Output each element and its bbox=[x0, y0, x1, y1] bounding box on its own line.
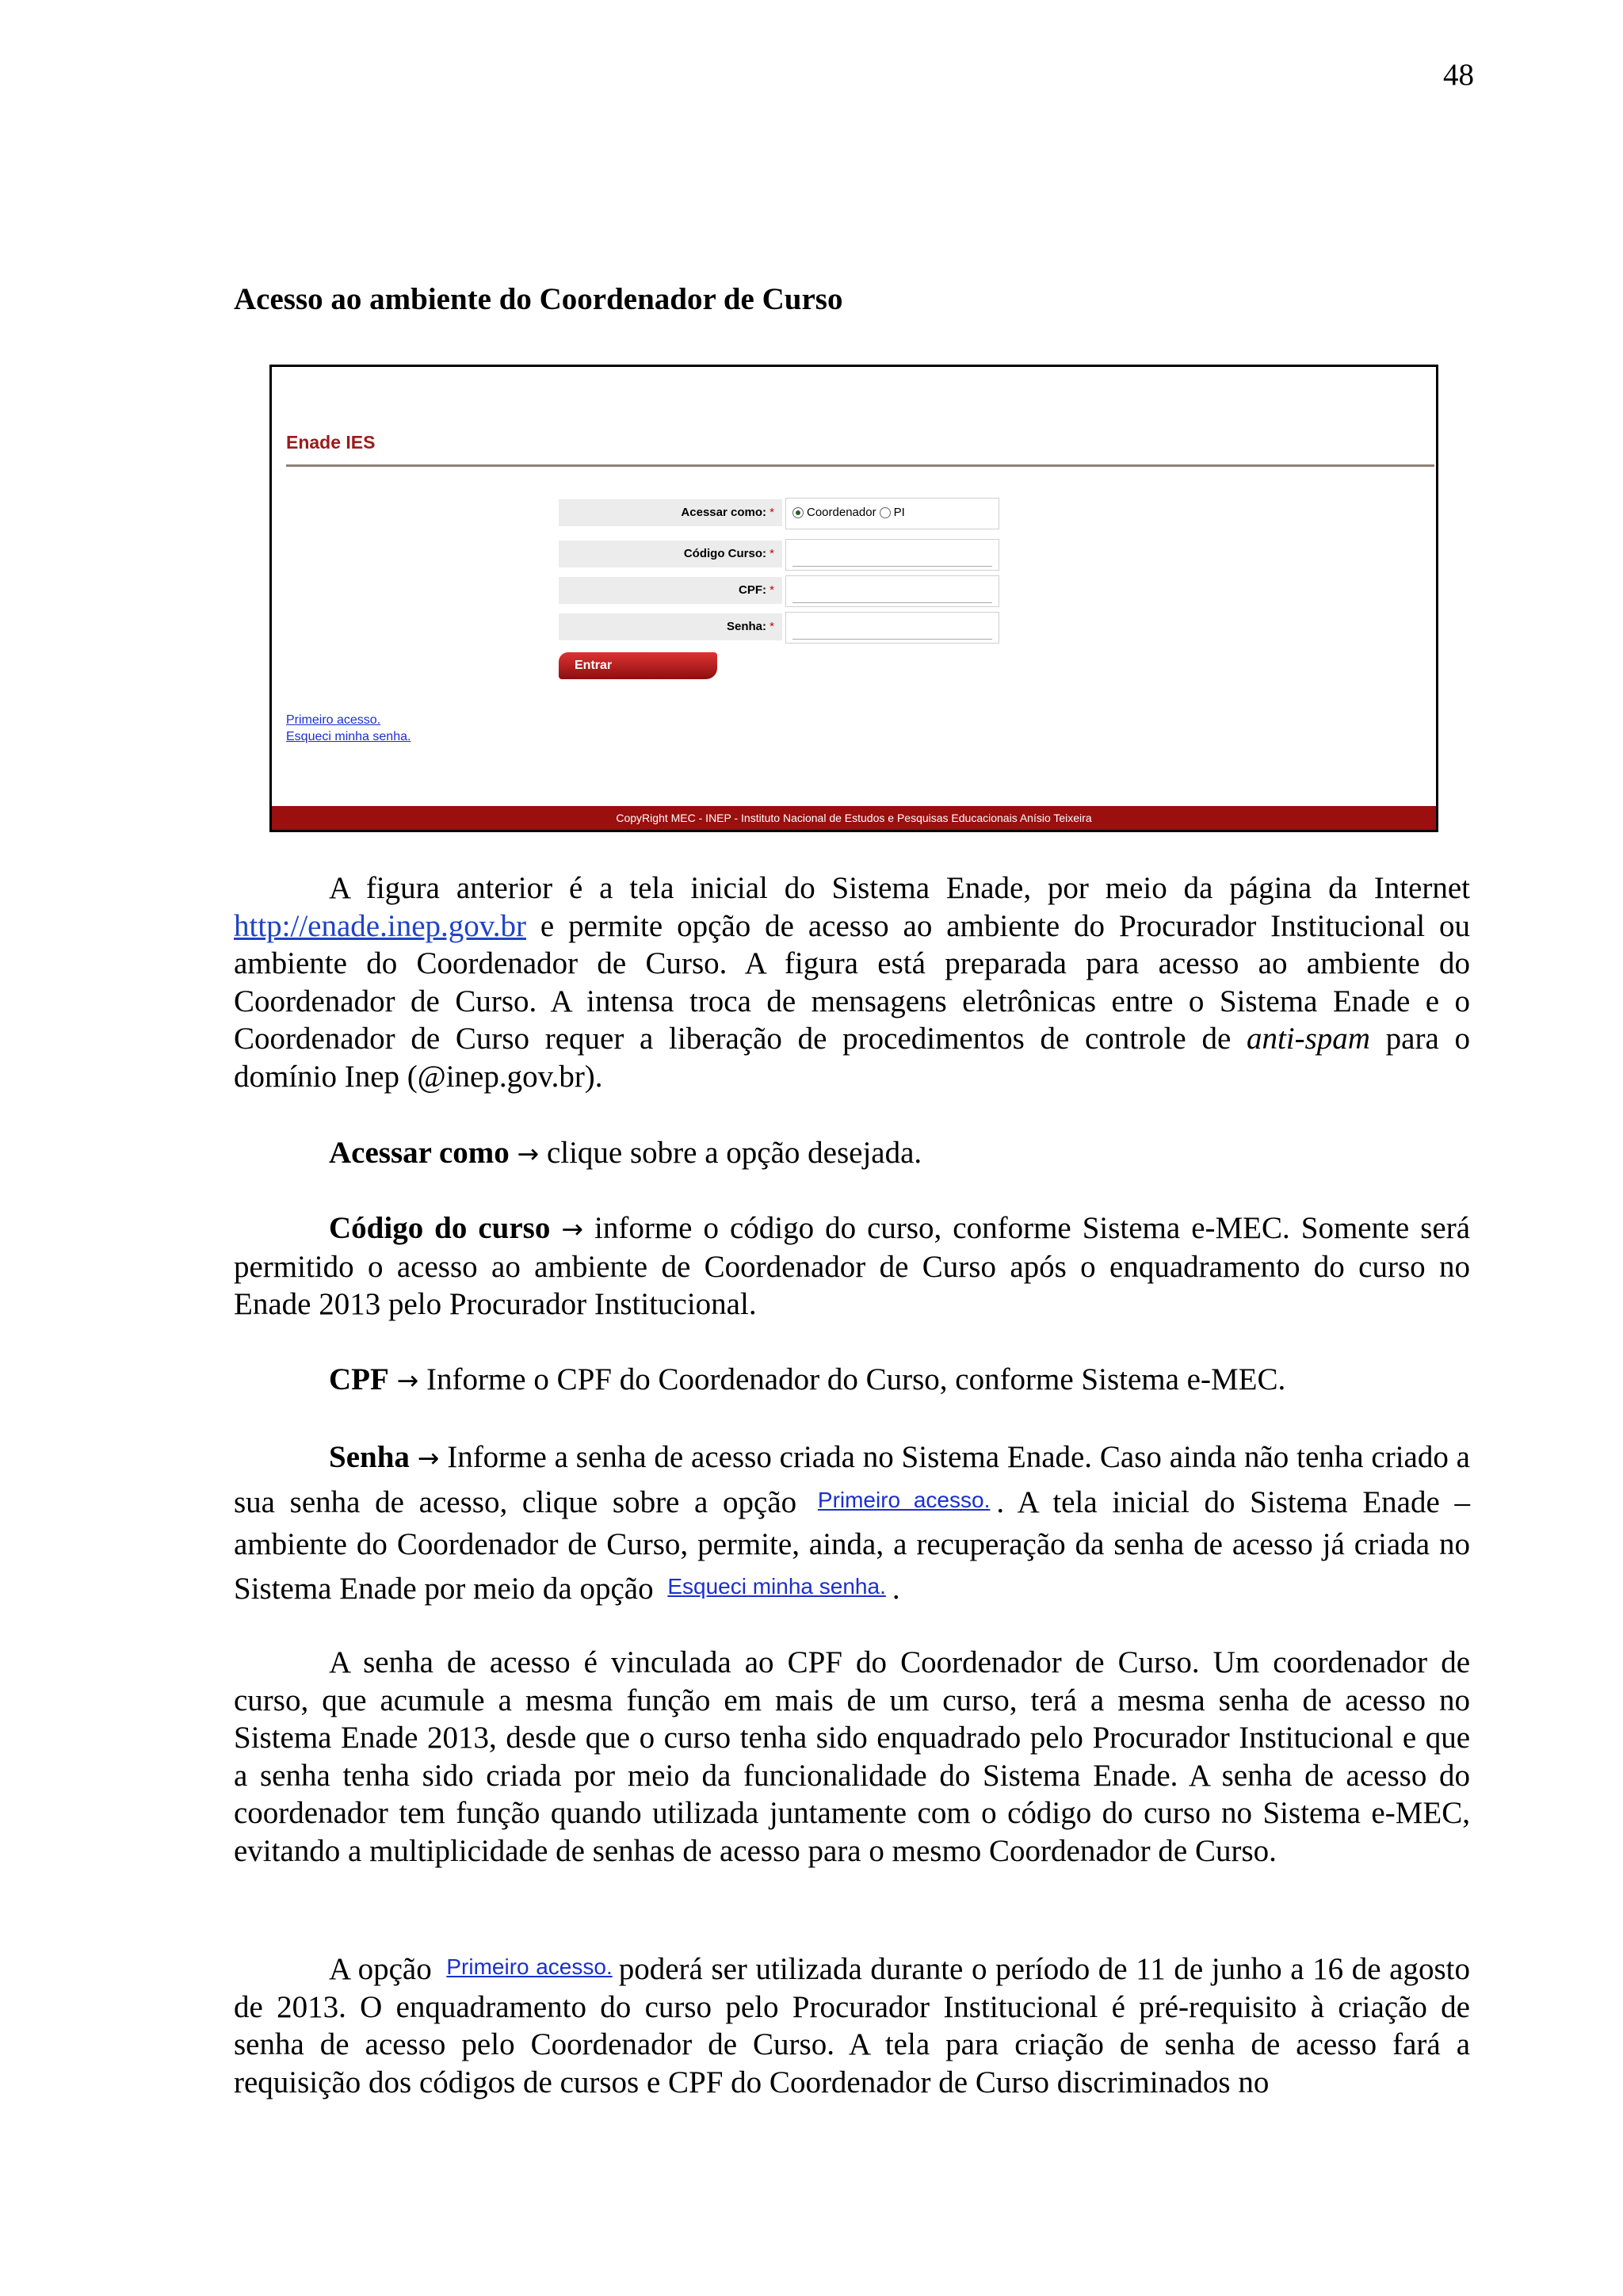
first-access-inline-link[interactable]: Primeiro acesso. bbox=[446, 1954, 613, 1979]
course-code-label: Código Curso: * bbox=[559, 541, 782, 567]
section-title: Acesso ao ambiente do Coordenador de Curso bbox=[234, 282, 843, 316]
access-radio-group bbox=[792, 506, 908, 519]
required-mark: * bbox=[769, 547, 774, 560]
right-arrow-icon: → bbox=[517, 1138, 540, 1169]
paragraph-intro: A figura anterior é a tela inicial do Sistema Enade, por meio da página da Internet http://enade.inep.gov.br e permite opção de acesso ao ambiente do Procurador Institucional ou ambiente do Coordenador de Curso. A figura está preparada para acesso ao ambiente do Coordenador de Curso. A intensa troca de mensagens eletrônicas entre o Sistema Enade e o Coordenador de Curso requer a liberação de procedimentos de controle de anti-spam para o domínio Inep (@inep.gov.br). bbox=[234, 871, 1470, 1094]
forgot-password-inline-link[interactable]: Esqueci minha senha. bbox=[667, 1574, 886, 1599]
app-title: Enade IES bbox=[286, 432, 376, 453]
right-arrow-icon: → bbox=[396, 1365, 419, 1396]
term-access-as: Acessar como bbox=[329, 1136, 510, 1170]
course-code-input[interactable] bbox=[792, 548, 992, 567]
first-access-inline-link[interactable]: Primeiro acesso. bbox=[817, 1488, 991, 1512]
paragraph-access-as: Acessar como → clique sobre a opção desejada. bbox=[329, 1136, 922, 1170]
course-code-field bbox=[785, 539, 999, 571]
radio-pi-label[interactable]: PI bbox=[893, 506, 905, 519]
right-arrow-icon: → bbox=[561, 1213, 584, 1244]
page-number: 48 bbox=[1443, 58, 1474, 92]
paragraph-cpf: CPF → Informe o CPF do Coordenador do Curso, conforme Sistema e-MEC. bbox=[329, 1362, 1286, 1396]
required-mark: * bbox=[769, 506, 774, 519]
paragraph-password: Senha → Informe a senha de acesso criada no Sistema Enade. Caso ainda não tenha criado a sua senha de acesso, clique sobre a opção Primeiro acesso. . A tela inicial do Sistema Enade – ambiente do Coordenador de Curso, permite, ainda, a recuperação da senha de acesso já criada no Sistema Enade por meio da opção Esqueci minha senha. . bbox=[234, 1440, 1470, 1606]
radio-coordenador-label[interactable]: Coordenador bbox=[807, 506, 876, 519]
required-mark: * bbox=[769, 620, 774, 633]
cpf-field bbox=[785, 575, 999, 607]
forgot-password-link[interactable]: Esqueci minha senha. bbox=[286, 730, 411, 743]
copyright-footer: CopyRight MEC - INEP - Instituto Nacional de Estudos e Pesquisas Educacionais Anísio Teixeira bbox=[272, 806, 1436, 830]
first-access-link[interactable]: Primeiro acesso. bbox=[286, 713, 381, 727]
required-mark: * bbox=[769, 583, 774, 597]
anti-spam-emphasis: anti-spam bbox=[1246, 1022, 1370, 1056]
right-arrow-icon: → bbox=[417, 1442, 440, 1473]
title-divider bbox=[286, 464, 1434, 467]
paragraph-first-access-period: A opção Primeiro acesso. poderá ser utilizada durante o período de 11 de junho a 16 de agosto de 2013. O enquadramento do curso pelo Procurador Institucional é pré-requisito à criação de senha de acesso pelo Coordenador de Curso. A tela para criação de senha de acesso fará a requisição dos códigos de cursos e CPF do Coordenador de Curso discriminados no bbox=[234, 1952, 1470, 2099]
radio-coordenador-icon[interactable] bbox=[792, 507, 804, 518]
password-input[interactable] bbox=[792, 621, 992, 640]
cpf-input[interactable] bbox=[792, 585, 992, 603]
radio-pi-icon[interactable] bbox=[880, 507, 891, 518]
cpf-row bbox=[559, 575, 999, 607]
enade-url-link[interactable]: http://enade.inep.gov.br bbox=[234, 908, 526, 943]
access-as-row bbox=[559, 498, 999, 529]
cpf-label: CPF: * bbox=[559, 577, 782, 604]
login-screen-figure bbox=[269, 365, 1438, 832]
enter-button[interactable]: Entrar bbox=[559, 652, 717, 679]
course-code-row bbox=[559, 539, 999, 571]
password-label: Senha: * bbox=[559, 613, 782, 640]
term-cpf: CPF bbox=[329, 1362, 389, 1396]
term-course-code: Código do curso bbox=[329, 1211, 551, 1245]
access-as-field bbox=[785, 498, 999, 529]
paragraph-password-binding: A senha de acesso é vinculada ao CPF do Coordenador de Curso. Um coordenador de curso, que acumule a mesma função em mais de um curso, terá a mesma senha de acesso no Sistema Enade 2013, desde que o curso tenha sido enquadrado pelo Procurador Institucional e que a senha tenha sido criada por meio da funcionalidade do Sistema Enade. A senha de acesso do coordenador tem função quando utilizada juntamente com o código do curso no Sistema e-MEC, evitando a multiplicidade de senhas de acesso para o mesmo Coordenador de Curso. bbox=[234, 1645, 1470, 1868]
access-as-label: Acessar como: * bbox=[559, 499, 782, 526]
paragraph-course-code: Código do curso → informe o código do curso, conforme Sistema e-MEC. Somente será permitido o acesso ao ambiente de Coordenador de Curso após o enquadramento do curso no Enade 2013 pelo Procurador Institucional. bbox=[234, 1211, 1471, 1321]
password-row bbox=[559, 612, 999, 644]
password-field bbox=[785, 612, 999, 644]
term-password: Senha bbox=[329, 1440, 410, 1474]
